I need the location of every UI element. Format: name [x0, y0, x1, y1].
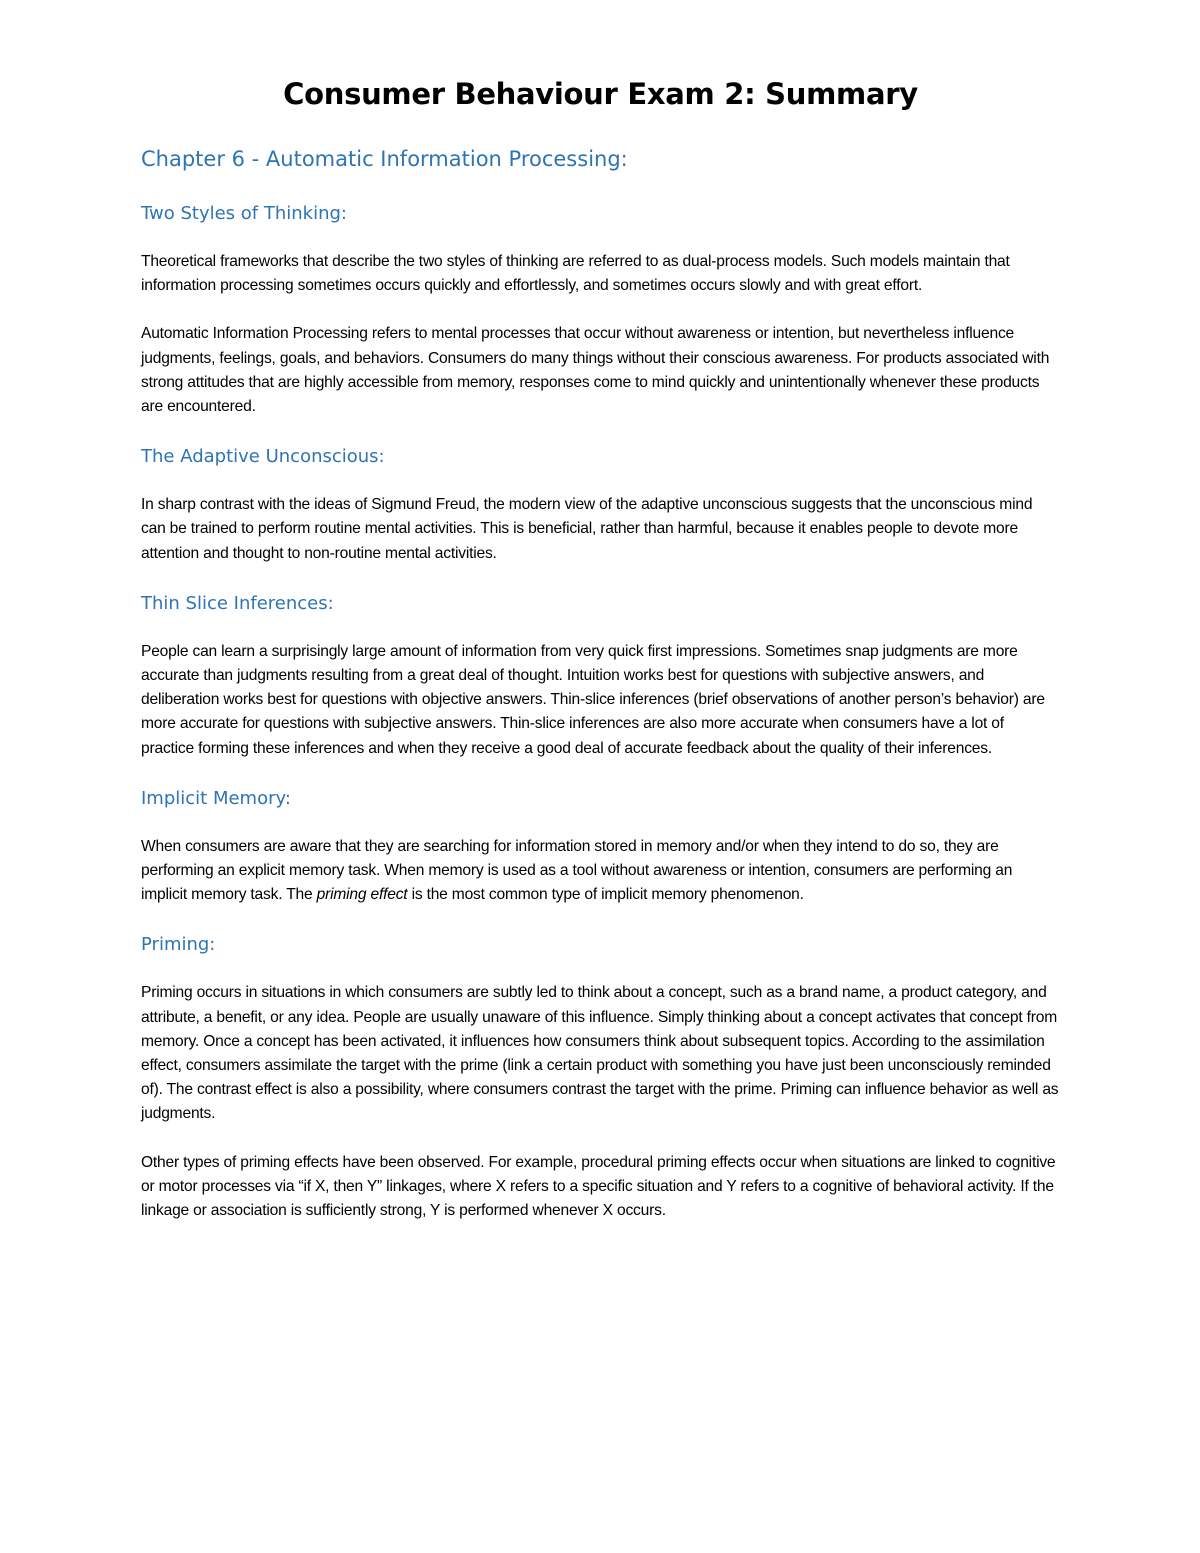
section-priming: [141, 929, 1060, 1223]
paragraph-procedural-priming: Other types of priming effects have been observed. For example, procedural priming effects occur when situations are linked to cognitive or motor processes via “if X, then Y” linkages, where X refers to a specific situation and Y refers to a cognitive of behavioral activity. If the linkage or association is sufficiently strong, Y is performed whenever X occurs.: [141, 1153, 1056, 1220]
section-two-styles: [141, 198, 1060, 419]
paragraph-priming: Priming occurs in situations in which consumers are subtly led to think about a concept, such as a brand name, a product category, and attribute, a benefit, or any idea. People are usually unaware of this influence. Simply thinking about a concept activates that concept from memory. Once a concept has been activated, it influences how consumers think about subsequent topics. According to the assimilation effect, consumers assimilate the target with the prime (link a certain product with something you have just been unconsciously reminded of). The contrast effect is also a possibility, where consumers contrast the target with the prime. Priming can influence behavior as well as judgments.: [141, 984, 1059, 1123]
paragraph-dual-process: Theoretical frameworks that describe the two styles of thinking are referred to as dual-process models. Such models maintain that information processing sometimes occurs quickly and effortlessly, and sometimes occurs slowly and with great effort.: [141, 253, 1010, 295]
section-thin-slice: [141, 588, 1060, 761]
implicit-memory-text-end: is the most common type of implicit memory phenomenon.: [407, 886, 804, 904]
section-heading-thin-slice: Thin Slice Inferences:: [141, 592, 334, 614]
chapter-heading: Chapter 6 - Automatic Information Processing:: [141, 147, 628, 171]
paragraph-implicit-memory: [141, 835, 1060, 908]
section-adaptive-unconscious: [141, 441, 1060, 566]
paragraph-adaptive-unconscious: In sharp contrast with the ideas of Sigmund Freud, the modern view of the adaptive unconscious suggests that the unconscious mind can be trained to perform routine mental activities. This is beneficial, rather than harmful, because it enables people to devote more attention and thought to non-routine mental activities.: [141, 496, 1033, 562]
paragraph-automatic-processing: Automatic Information Processing refers to mental processes that occur without awareness or intention, but nevertheless influence judgments, feelings, goals, and behaviors. Consumers do many things without their conscious awareness. For products associated with strong attitudes that are highly accessible from memory, responses come to mind quickly and unintentionally whenever these products are encountered.: [141, 325, 1050, 416]
priming-effect-term: priming effect: [316, 886, 408, 904]
section-heading-adaptive-unconscious: The Adaptive Unconscious:: [141, 446, 385, 468]
section-heading-two-styles: Two Styles of Thinking:: [141, 203, 347, 224]
section-implicit-memory: [141, 783, 1060, 908]
section-heading-priming: Priming:: [141, 934, 216, 956]
document-title: Consumer Behaviour Exam 2: Summary: [283, 77, 918, 111]
paragraph-thin-slice: People can learn a surprisingly large amount of information from very quick first impressions. Sometimes snap judgments are more accurate than judgments resulting from a great deal of thought. Intuition works best for questions with subjective answers, and deliberation works best for questions with objective answers. Thin-slice inferences (brief observations of another person’s behavior) are more accurate for questions with subjective answers. Thin-slice inferences are also more accurate when consumers have a lot of practice forming these inferences and when they receive a good deal of accurate feedback about the quality of their inferences.: [141, 642, 1045, 757]
implicit-memory-text-start: When consumers are aware that they are searching for information stored in memory and/or when they intend to do so, they are performing an explicit memory task. When memory is used as a tool without awareness or intention, consumers are performing an implicit memory task. The: [141, 837, 1013, 904]
section-heading-implicit-memory: Implicit Memory:: [141, 787, 291, 809]
